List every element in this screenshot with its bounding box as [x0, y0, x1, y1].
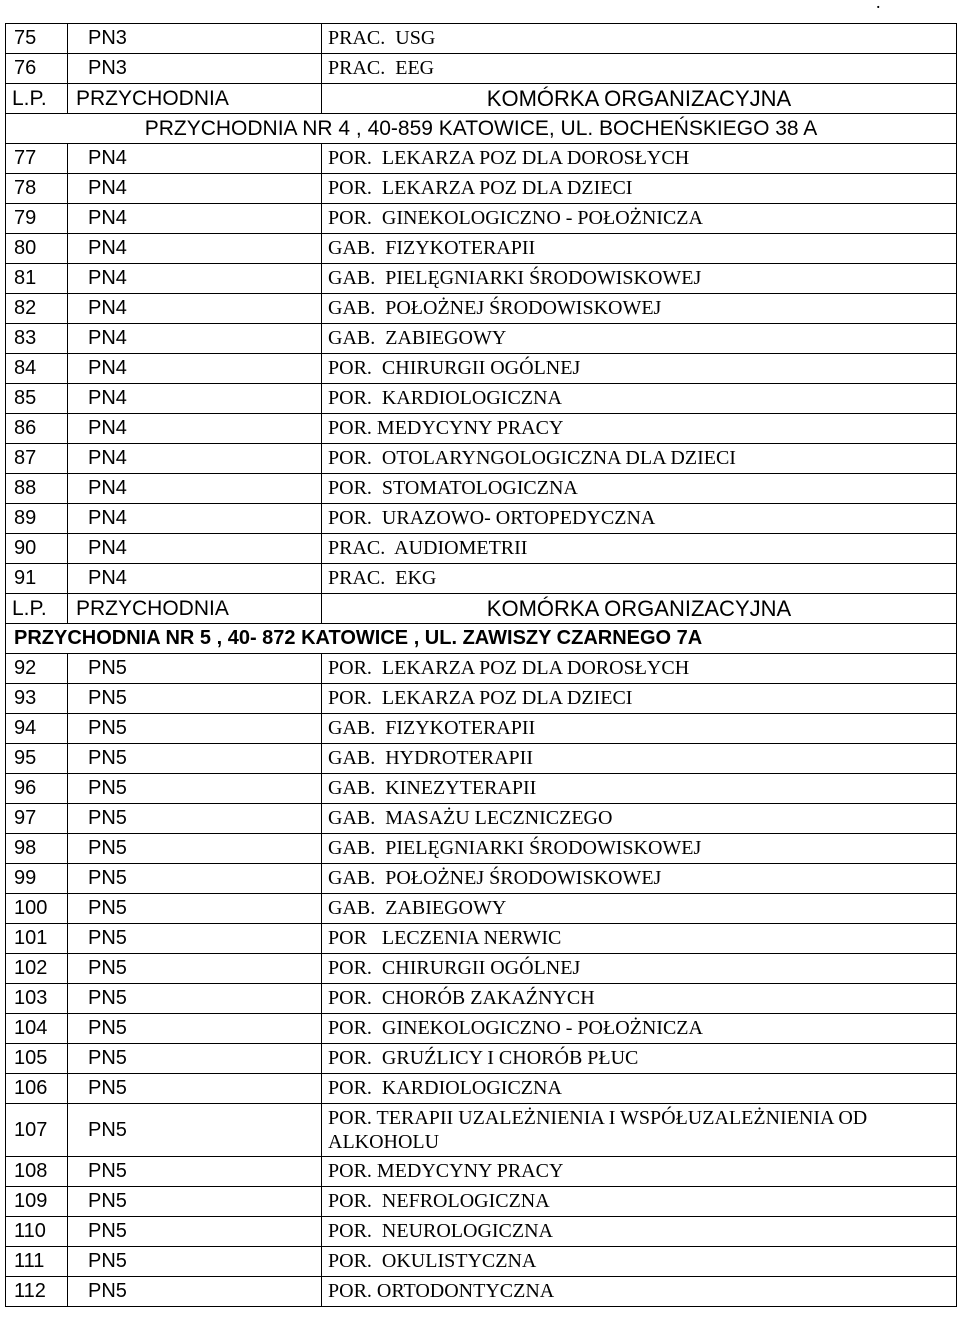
table-row	[6, 534, 957, 564]
row-lp: 91	[6, 564, 68, 594]
row-unit-name: POR. GRUŹLICY I CHORÓB PŁUC	[322, 1044, 957, 1074]
row-lp: 84	[6, 354, 68, 384]
table-row	[6, 1044, 957, 1074]
table-row	[6, 54, 957, 84]
row-unit-name: POR. MEDYCYNY PRACY	[322, 1157, 957, 1187]
table-row	[6, 684, 957, 714]
row-clinic-code: PN4	[68, 174, 322, 204]
table-row	[6, 264, 957, 294]
row-lp: 100	[6, 894, 68, 924]
table-row	[6, 894, 957, 924]
row-clinic-code: PN5	[68, 654, 322, 684]
clinic-units-table	[5, 23, 957, 1307]
row-lp: 90	[6, 534, 68, 564]
table-row	[6, 714, 957, 744]
table-row	[6, 654, 957, 684]
row-lp: 77	[6, 144, 68, 174]
row-clinic-code: PN5	[68, 684, 322, 714]
row-clinic-code: PN4	[68, 264, 322, 294]
row-lp: 85	[6, 384, 68, 414]
row-unit-name: GAB. HYDROTERAPII	[322, 744, 957, 774]
row-lp: 79	[6, 204, 68, 234]
table-row	[6, 144, 957, 174]
row-unit-name: GAB. POŁOŻNEJ ŚRODOWISKOWEJ	[322, 864, 957, 894]
row-unit-name: POR. URAZOWO- ORTOPEDYCZNA	[322, 504, 957, 534]
row-unit-name: GAB. FIZYKOTERAPII	[322, 714, 957, 744]
row-unit-name: POR. KARDIOLOGICZNA	[322, 1074, 957, 1104]
row-clinic-code: PN4	[68, 354, 322, 384]
row-unit-name: POR. KARDIOLOGICZNA	[322, 384, 957, 414]
row-lp: 102	[6, 954, 68, 984]
row-unit-name: GAB. FIZYKOTERAPII	[322, 234, 957, 264]
row-clinic-code: PN4	[68, 414, 322, 444]
section-title-row	[6, 624, 957, 654]
row-lp: 82	[6, 294, 68, 324]
row-lp: 94	[6, 714, 68, 744]
table-row	[6, 804, 957, 834]
row-clinic-code: PN4	[68, 144, 322, 174]
row-clinic-code: PN5	[68, 864, 322, 894]
row-unit-name: POR. CHIRURGII OGÓLNEJ	[322, 354, 957, 384]
row-lp: 112	[6, 1277, 68, 1307]
row-lp: 111	[6, 1247, 68, 1277]
row-unit-name: POR. CHIRURGII OGÓLNEJ	[322, 954, 957, 984]
row-clinic-code: PN5	[68, 834, 322, 864]
table-row	[6, 324, 957, 354]
row-unit-name: POR. GINEKOLOGICZNO - POŁOŻNICZA	[322, 204, 957, 234]
row-clinic-code: PN4	[68, 474, 322, 504]
row-lp: 80	[6, 234, 68, 264]
row-lp: 95	[6, 744, 68, 774]
row-lp: 75	[6, 24, 68, 54]
row-clinic-code: PN5	[68, 1014, 322, 1044]
row-lp: 110	[6, 1217, 68, 1247]
row-clinic-code: PN5	[68, 1104, 322, 1157]
section-title: PRZYCHODNIA NR 4 , 40-859 KATOWICE, UL. BOCHEŃSKIEGO 38 A	[6, 114, 957, 144]
table-row	[6, 24, 957, 54]
row-lp: 104	[6, 1014, 68, 1044]
table-row	[6, 504, 957, 534]
header-komorka: KOMÓRKA ORGANIZACYJNA	[322, 594, 957, 624]
row-clinic-code: PN4	[68, 444, 322, 474]
header-lp: L.P.	[6, 594, 68, 624]
table-row	[6, 774, 957, 804]
header-przychodnia: PRZYCHODNIA	[68, 594, 322, 624]
row-unit-name: POR. LEKARZA POZ DLA DZIECI	[322, 684, 957, 714]
row-unit-name: POR. GINEKOLOGICZNO - POŁOŻNICZA	[322, 1014, 957, 1044]
row-clinic-code: PN4	[68, 564, 322, 594]
table-row	[6, 1014, 957, 1044]
row-clinic-code: PN5	[68, 714, 322, 744]
row-lp: 89	[6, 504, 68, 534]
row-clinic-code: PN5	[68, 1074, 322, 1104]
row-clinic-code: PN4	[68, 384, 322, 414]
row-clinic-code: PN4	[68, 534, 322, 564]
table-row	[6, 354, 957, 384]
row-unit-name: GAB. KINEZYTERAPII	[322, 774, 957, 804]
table-row	[6, 474, 957, 504]
row-unit-name: POR. LEKARZA POZ DLA DOROSŁYCH	[322, 144, 957, 174]
table-row	[6, 1187, 957, 1217]
table-row	[6, 294, 957, 324]
row-lp: 107	[6, 1104, 68, 1157]
row-unit-name: POR. MEDYCYNY PRACY	[322, 414, 957, 444]
table-row	[6, 204, 957, 234]
table-row	[6, 234, 957, 264]
row-clinic-code: PN5	[68, 1187, 322, 1217]
row-lp: 92	[6, 654, 68, 684]
row-unit-name: PRAC. USG	[322, 24, 957, 54]
row-lp: 109	[6, 1187, 68, 1217]
row-clinic-code: PN5	[68, 1247, 322, 1277]
row-lp: 101	[6, 924, 68, 954]
section-title-row	[6, 114, 957, 144]
row-unit-name: GAB. POŁOŻNEJ ŚRODOWISKOWEJ	[322, 294, 957, 324]
row-lp: 99	[6, 864, 68, 894]
row-clinic-code: PN5	[68, 954, 322, 984]
table-row	[6, 834, 957, 864]
row-clinic-code: PN4	[68, 324, 322, 354]
row-clinic-code: PN5	[68, 774, 322, 804]
row-clinic-code: PN4	[68, 294, 322, 324]
row-unit-name: POR. OKULISTYCZNA	[322, 1247, 957, 1277]
section-title: PRZYCHODNIA NR 5 , 40- 872 KATOWICE , UL. ZAWISZY CZARNEGO 7A	[6, 624, 957, 654]
row-unit-name: PRAC. AUDIOMETRII	[322, 534, 957, 564]
row-unit-name: POR. STOMATOLOGICZNA	[322, 474, 957, 504]
row-lp: 83	[6, 324, 68, 354]
table-row	[6, 1277, 957, 1307]
row-unit-name: POR. NEUROLOGICZNA	[322, 1217, 957, 1247]
header-przychodnia: PRZYCHODNIA	[68, 84, 322, 114]
row-unit-name: GAB. ZABIEGOWY	[322, 894, 957, 924]
row-clinic-code: PN5	[68, 984, 322, 1014]
table-row	[6, 984, 957, 1014]
row-unit-name: GAB. MASAŻU LECZNICZEGO	[322, 804, 957, 834]
row-unit-name: POR. TERAPII UZALEŻNIENIA I WSPÓŁUZALEŻNIENIA OD ALKOHOLU	[322, 1104, 957, 1157]
row-unit-name: POR. CHORÓB ZAKAŹNYCH	[322, 984, 957, 1014]
row-lp: 93	[6, 684, 68, 714]
row-clinic-code: PN5	[68, 1157, 322, 1187]
row-unit-name: POR. OTOLARYNGOLOGICZNA DLA DZIECI	[322, 444, 957, 474]
row-clinic-code: PN5	[68, 1044, 322, 1074]
row-clinic-code: PN4	[68, 204, 322, 234]
table-row	[6, 1104, 957, 1157]
table-row	[6, 564, 957, 594]
table-row	[6, 414, 957, 444]
row-unit-name: PRAC. EKG	[322, 564, 957, 594]
row-lp: 98	[6, 834, 68, 864]
row-lp: 105	[6, 1044, 68, 1074]
row-clinic-code: PN5	[68, 744, 322, 774]
row-unit-name: POR. LEKARZA POZ DLA DOROSŁYCH	[322, 654, 957, 684]
row-lp: 76	[6, 54, 68, 84]
row-clinic-code: PN5	[68, 1217, 322, 1247]
row-clinic-code: PN5	[68, 804, 322, 834]
row-clinic-code: PN5	[68, 1277, 322, 1307]
table-row	[6, 174, 957, 204]
row-clinic-code: PN3	[68, 54, 322, 84]
table-row	[6, 744, 957, 774]
table-row	[6, 1157, 957, 1187]
row-unit-name: POR LECZENIA NERWIC	[322, 924, 957, 954]
row-lp: 106	[6, 1074, 68, 1104]
table-row	[6, 1074, 957, 1104]
row-lp: 81	[6, 264, 68, 294]
row-lp: 96	[6, 774, 68, 804]
row-unit-name: PRAC. EEG	[322, 54, 957, 84]
row-unit-name: GAB. PIELĘGNIARKI ŚRODOWISKOWEJ	[322, 264, 957, 294]
table-row	[6, 924, 957, 954]
header-lp: L.P.	[6, 84, 68, 114]
row-unit-name: POR. ORTODONTYCZNA	[322, 1277, 957, 1307]
column-header-row	[6, 594, 957, 624]
row-lp: 103	[6, 984, 68, 1014]
row-clinic-code: PN4	[68, 504, 322, 534]
row-lp: 86	[6, 414, 68, 444]
row-clinic-code: PN5	[68, 924, 322, 954]
row-unit-name: POR. NEFROLOGICZNA	[322, 1187, 957, 1217]
table-row	[6, 1217, 957, 1247]
row-lp: 88	[6, 474, 68, 504]
row-unit-name: GAB. PIELĘGNIARKI ŚRODOWISKOWEJ	[322, 834, 957, 864]
row-unit-name: POR. LEKARZA POZ DLA DZIECI	[322, 174, 957, 204]
row-clinic-code: PN4	[68, 234, 322, 264]
row-lp: 97	[6, 804, 68, 834]
page-mark: .	[876, 0, 881, 12]
row-clinic-code: PN3	[68, 24, 322, 54]
table-row	[6, 954, 957, 984]
column-header-row	[6, 84, 957, 114]
row-clinic-code: PN5	[68, 894, 322, 924]
table-row	[6, 1247, 957, 1277]
table-row	[6, 864, 957, 894]
row-lp: 108	[6, 1157, 68, 1187]
row-lp: 87	[6, 444, 68, 474]
row-lp: 78	[6, 174, 68, 204]
header-komorka: KOMÓRKA ORGANIZACYJNA	[322, 84, 957, 114]
table-row	[6, 444, 957, 474]
table-row	[6, 384, 957, 414]
row-unit-name: GAB. ZABIEGOWY	[322, 324, 957, 354]
